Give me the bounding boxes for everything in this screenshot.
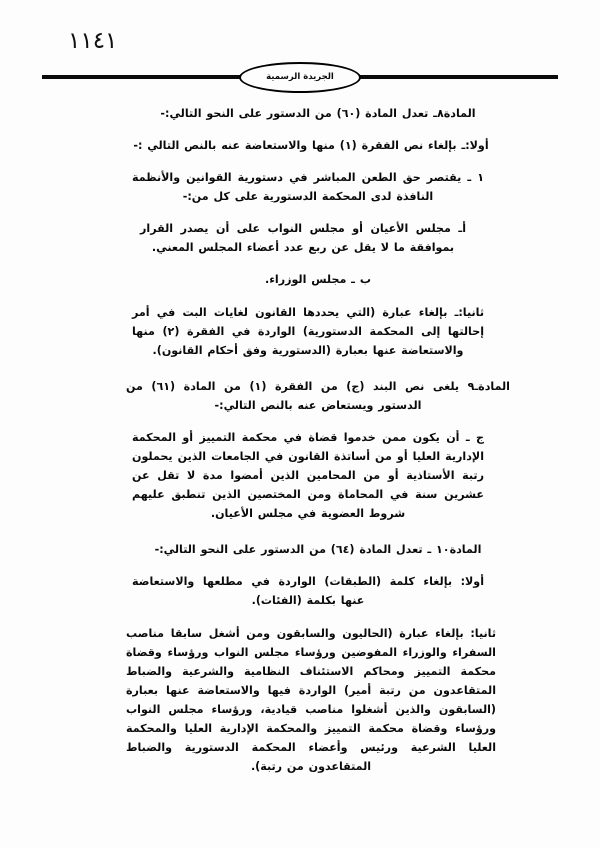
header-divider bbox=[42, 62, 558, 94]
page-header bbox=[0, 0, 600, 100]
article-9-item-c: ج ـ أن يكون ممن خدموا قضاة في محكمة التمييز أو المحكمة الإدارية العليا أو من أساتذة القانون في الجامعات الذين يحملون رتبة الأستاذية أو من المحامين الذين أمضوا مدة لا تقل عن عشرين سنة في المحاماة ومن المختصين الذين تنطبق عليهم شروط العضوية في مجلس الأعيان. bbox=[132, 430, 484, 521]
article-8-item-1: ١ ـ يقتصر حق الطعن المباشر في دستورية القوانين والأنظمة النافذة لدى المحكمة الدستورية على كل من:- bbox=[132, 171, 484, 204]
gazette-title: الجريدة الرسمية bbox=[266, 72, 334, 83]
article-10-heading: المادة١٠ ـ تعدل المادة (٦٤) من الدستور على النحو التالي:- bbox=[154, 543, 482, 557]
gazette-emblem bbox=[239, 62, 361, 93]
article-8-clause-second: ثانيا:ـ بإلغاء عبارة (التي يحددها القانون لغايات البت في أمر إحالتها إلى المحكمة الدستورية) الواردة في الفقرة (٢) منها والاستعاضة عنها بعبارة (الدستورية وفق أحكام القانون). bbox=[132, 305, 485, 357]
page-number: ١١٤١ bbox=[68, 28, 118, 54]
article-10-clause-second: ثانيا: بإلغاء عبارة (الحاليون والسابقون ومن أشغل سابقا مناصب السفراء والوزراء المفوضين ورؤساء مجلس النواب ورؤساء وقضاة محكمة التمييز ومحاكم الاستئناف النظامية والشرعية والضباط المتقاعدون من رتبة أمير) الواردة فيها والاستعاضة عنها بعبارة (السابقون والذين أشغلوا مناصب قيادية، ورؤساء مجلس النواب ورؤساء وقضاة محكمة التمييز والمحكمة الإدارية العليا والمحكمة العليا الشرعية ورئيس وأعضاء المحكمة الدستورية والضباط المتقاعدون من رتبة). bbox=[126, 626, 496, 774]
article-8-clause-first: أولا:ـ بإلغاء نص الفقرة (١) منها والاستعاضة عنه بالنص التالي :- bbox=[133, 139, 489, 153]
article-8-item-a: أـ مجلس الأعيان أو مجلس النواب على أن يصدر القرار بموافقة ما لا يقل عن ربع عدد أعضاء المجلس المعني. bbox=[140, 222, 466, 255]
article-10-clause-first: أولا: بإلغاء كلمة (الطبقات) الواردة في مطلعها والاستعاضة عنها بكلمة (الفئات). bbox=[132, 575, 484, 608]
article-9-heading: المادةـ٩ يلغى نص البند (ج) من الفقرة (١) من المادة (٦١) من الدستور ويستعاض عنه بالنص التالي:- bbox=[126, 379, 510, 412]
article-8-heading: المادة٨ـ تعدل المادة (٦٠) من الدستور على النحو التالي:- bbox=[160, 107, 476, 120]
document-body bbox=[126, 104, 510, 776]
article-8-item-b: ب ـ مجلس الوزراء. bbox=[265, 273, 371, 287]
